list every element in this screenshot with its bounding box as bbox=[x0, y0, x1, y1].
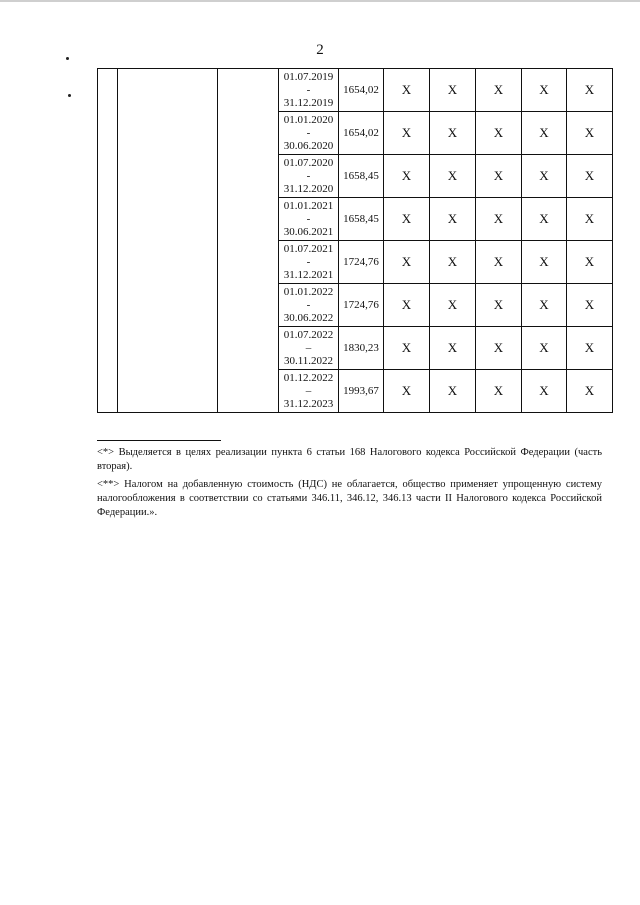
not-applicable-mark: X bbox=[567, 241, 613, 284]
period-cell bbox=[279, 284, 339, 327]
not-applicable-mark: X bbox=[430, 241, 476, 284]
tariff-table bbox=[97, 68, 613, 413]
tariff-value-cell: 1654,02 bbox=[339, 112, 384, 155]
period-end: 30.06.2021 bbox=[283, 225, 334, 238]
not-applicable-mark: X bbox=[476, 112, 522, 155]
merged-empty-cell bbox=[98, 69, 118, 413]
tariff-value-cell: 1993,67 bbox=[339, 370, 384, 413]
period-dash: - bbox=[306, 169, 311, 182]
merged-empty-cell bbox=[118, 69, 218, 413]
period-start: 01.07.2022 bbox=[283, 328, 334, 341]
tariff-value-cell: 1724,76 bbox=[339, 241, 384, 284]
not-applicable-mark: X bbox=[567, 155, 613, 198]
not-applicable-mark: X bbox=[430, 112, 476, 155]
not-applicable-mark: X bbox=[567, 198, 613, 241]
not-applicable-mark: X bbox=[430, 198, 476, 241]
not-applicable-mark: X bbox=[522, 327, 567, 370]
period-end: 31.12.2020 bbox=[283, 182, 334, 195]
period-cell bbox=[279, 198, 339, 241]
not-applicable-mark: X bbox=[522, 241, 567, 284]
not-applicable-mark: X bbox=[384, 327, 430, 370]
footnote-1: <*> Выделяется в целях реализации пункта 6 статьи 168 Налогового кодекса Российской Федерации (часть вторая). bbox=[97, 447, 602, 472]
period-cell bbox=[279, 112, 339, 155]
not-applicable-mark: X bbox=[384, 198, 430, 241]
not-applicable-mark: X bbox=[522, 198, 567, 241]
tariff-value-cell: 1724,76 bbox=[339, 284, 384, 327]
not-applicable-mark: X bbox=[522, 370, 567, 413]
period-end: 31.12.2023 bbox=[283, 397, 334, 410]
period-dash: - bbox=[306, 212, 311, 225]
period-start: 01.01.2022 bbox=[283, 285, 334, 298]
period-cell bbox=[279, 69, 339, 112]
period-cell bbox=[279, 327, 339, 370]
tariff-value-cell: 1658,45 bbox=[339, 198, 384, 241]
period-start: 01.01.2020 bbox=[283, 113, 334, 126]
not-applicable-mark: X bbox=[430, 69, 476, 112]
period-end: 31.12.2019 bbox=[283, 96, 334, 109]
not-applicable-mark: X bbox=[430, 155, 476, 198]
not-applicable-mark: X bbox=[430, 284, 476, 327]
not-applicable-mark: X bbox=[476, 370, 522, 413]
period-end: 31.12.2021 bbox=[283, 268, 334, 281]
not-applicable-mark: X bbox=[384, 284, 430, 327]
period-cell bbox=[279, 155, 339, 198]
not-applicable-mark: X bbox=[384, 112, 430, 155]
not-applicable-mark: X bbox=[430, 327, 476, 370]
table-body bbox=[98, 69, 613, 413]
period-start: 01.12.2022 bbox=[283, 371, 334, 384]
not-applicable-mark: X bbox=[384, 370, 430, 413]
period-end: 30.06.2020 bbox=[283, 139, 334, 152]
not-applicable-mark: X bbox=[567, 69, 613, 112]
not-applicable-mark: X bbox=[384, 241, 430, 284]
period-end: 30.06.2022 bbox=[283, 311, 334, 324]
period-start: 01.07.2021 bbox=[283, 242, 334, 255]
not-applicable-mark: X bbox=[522, 112, 567, 155]
period-start: 01.07.2019 bbox=[283, 70, 334, 83]
not-applicable-mark: X bbox=[522, 155, 567, 198]
period-dash: - bbox=[306, 255, 311, 268]
tariff-value-cell: 1830,23 bbox=[339, 327, 384, 370]
not-applicable-mark: X bbox=[476, 69, 522, 112]
scan-speck bbox=[68, 94, 71, 97]
period-dash: - bbox=[306, 126, 311, 139]
page-number: 2 bbox=[316, 42, 324, 58]
not-applicable-mark: X bbox=[567, 284, 613, 327]
period-start: 01.01.2021 bbox=[283, 199, 334, 212]
period-cell bbox=[279, 241, 339, 284]
period-cell bbox=[279, 370, 339, 413]
not-applicable-mark: X bbox=[384, 69, 430, 112]
not-applicable-mark: X bbox=[567, 327, 613, 370]
page-top-edge bbox=[0, 0, 640, 2]
not-applicable-mark: X bbox=[567, 112, 613, 155]
period-dash: - bbox=[306, 83, 311, 96]
tariff-table-wrap bbox=[97, 68, 613, 413]
not-applicable-mark: X bbox=[384, 155, 430, 198]
not-applicable-mark: X bbox=[522, 69, 567, 112]
footnote-separator bbox=[97, 440, 221, 441]
tariff-value-cell: 1654,02 bbox=[339, 69, 384, 112]
not-applicable-mark: X bbox=[476, 198, 522, 241]
period-end: 30.11.2022 bbox=[283, 354, 334, 367]
period-dash: – bbox=[305, 384, 312, 397]
not-applicable-mark: X bbox=[567, 370, 613, 413]
not-applicable-mark: X bbox=[522, 284, 567, 327]
not-applicable-mark: X bbox=[476, 327, 522, 370]
not-applicable-mark: X bbox=[476, 241, 522, 284]
tariff-value-cell: 1658,45 bbox=[339, 155, 384, 198]
table-row bbox=[98, 69, 613, 112]
footnote-2: <**> Налогом на добавленную стоимость (НДС) не облагается, общество применяет упрощенную систему налогообложения в соответствии со статьями 346.11, 346.12, 346.13 части II Налогового кодекса Российской Федерации.». bbox=[97, 479, 602, 518]
period-dash: - bbox=[306, 298, 311, 311]
not-applicable-mark: X bbox=[476, 155, 522, 198]
period-start: 01.07.2020 bbox=[283, 156, 334, 169]
period-dash: – bbox=[305, 341, 312, 354]
not-applicable-mark: X bbox=[430, 370, 476, 413]
footnotes bbox=[97, 446, 602, 524]
merged-empty-cell bbox=[218, 69, 279, 413]
not-applicable-mark: X bbox=[476, 284, 522, 327]
